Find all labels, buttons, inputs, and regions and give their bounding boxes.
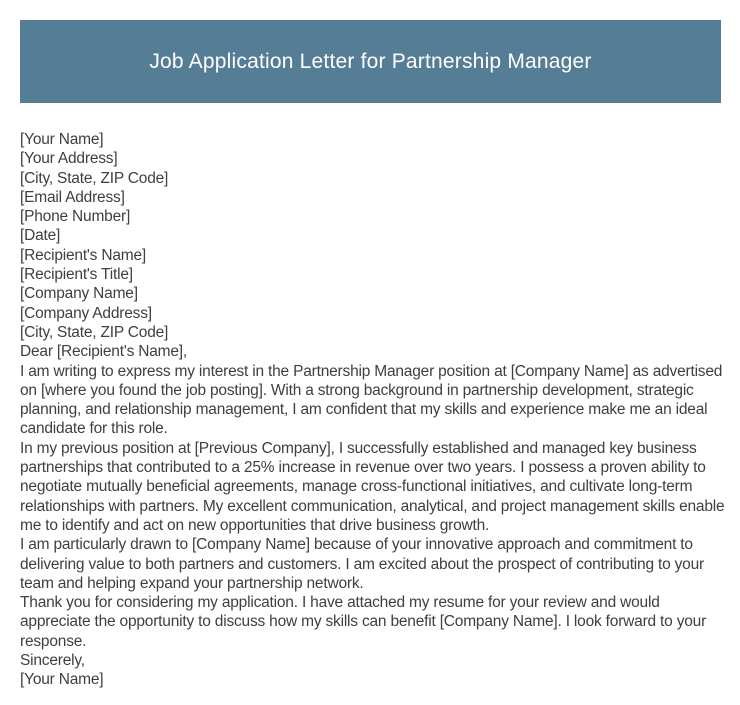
sender-phone-line: [Phone Number]	[20, 208, 131, 226]
sender-city-line: [City, State, ZIP Code]	[20, 169, 169, 187]
recipient-block	[20, 246, 726, 342]
recipient-title-line: [Recipient's Title]	[20, 266, 133, 284]
paragraph-experience: In my previous position at [Previous Company], I successfully established and managed key business partnerships that contributed to a 25% increase in revenue over two years. I possess a proven ability to negotiate mutually beneficial agreements, manage cross-functional initiatives, and cultivate long-term relationships with partners. My excellent communication, analytical, and project management skills enable me to identify and act on new opportunities that drive business growth.	[20, 439, 725, 534]
sender-address-line: [Your Address]	[20, 150, 118, 168]
recipient-name-line: [Recipient's Name]	[20, 246, 146, 264]
sender-email-line: [Email Address]	[20, 188, 125, 206]
document-title: Job Application Letter for Partnership Manager	[149, 49, 592, 73]
salutation-line: Dear [Recipient's Name],	[20, 343, 188, 361]
signature-line: [Your Name]	[20, 671, 104, 689]
sender-block	[20, 130, 726, 246]
recipient-company-line: [Company Name]	[20, 285, 138, 303]
paragraph-introduction: I am writing to express my interest in the Partnership Manager position at [Company Name] as advertised on [where you found the job posting]. With a strong background in partnership development, strategic planning, and relationship management, I am confident that my skills and experience make me an ideal candidate for this role.	[20, 362, 723, 438]
recipient-city-line: [City, State, ZIP Code]	[20, 323, 169, 341]
closing-line: Sincerely,	[20, 652, 85, 670]
sender-name-line: [Your Name]	[20, 131, 104, 148]
recipient-company-address-line: [Company Address]	[20, 304, 152, 322]
title-banner	[20, 20, 721, 103]
date-line: [Date]	[20, 227, 61, 245]
paragraph-thanks: Thank you for considering my application. I have attached my resume for your review and would appreciate the opportunity to discuss how my skills can benefit [Company Name]. I look forward to your response.	[20, 594, 707, 650]
paragraph-motivation: I am particularly drawn to [Company Name] because of your innovative approach and commitment to delivering value to both partners and customers. I am excited about the prospect of contributing to your team and helping expand your partnership network.	[20, 536, 704, 592]
letter-body	[20, 130, 726, 690]
